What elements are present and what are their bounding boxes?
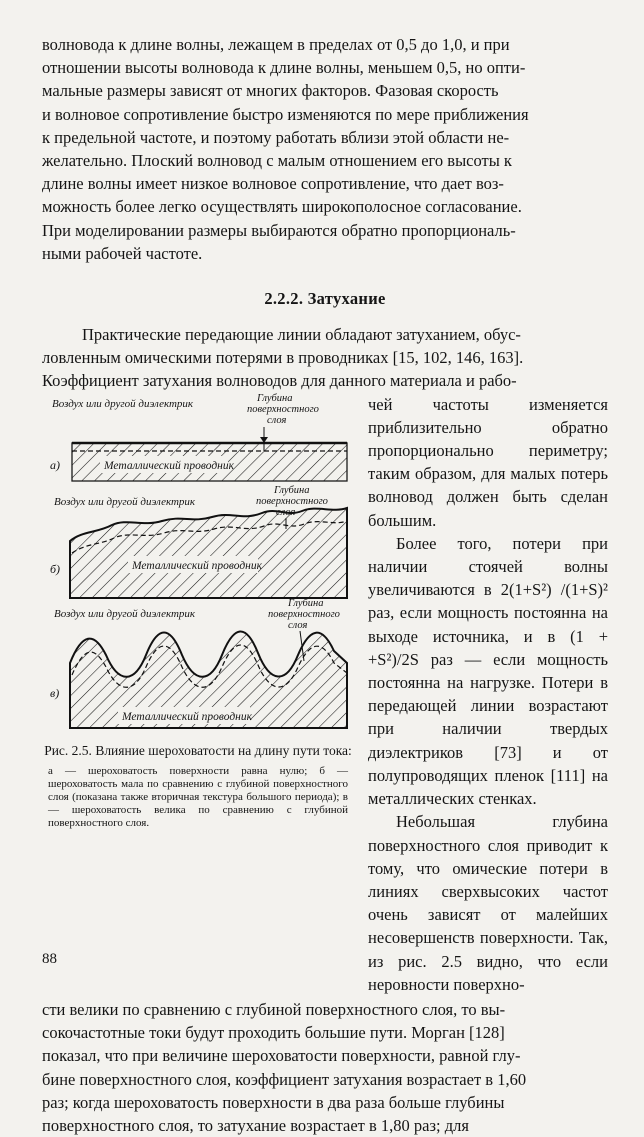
air-label: Воздух или другой диэлектрик [54, 495, 196, 508]
text-column [354, 393, 608, 996]
text-line: Практические передающие линии обладают затуханием, обус- [82, 325, 521, 345]
text-line: показал, что при величине шероховатости поверхности, равной глу- [42, 1046, 521, 1066]
panel-b [50, 485, 347, 598]
right-paragraph: чей частоты изменяется приблизительно обратно пропорционально периметру; таким образом, для малых потерь волновод должен быть сделан большим. [368, 394, 608, 530]
text-line: отношении высоты волновода к длине волны, меньшем 0,5, но опти- [42, 58, 526, 78]
panel-marker: в) [50, 685, 60, 700]
panel-marker: а) [50, 457, 60, 472]
text-line: можность более легко осуществлять широкополосное согласование. [42, 197, 522, 217]
section-heading: 2.2.2. Затухание [264, 289, 386, 309]
page-body [42, 33, 608, 1137]
air-label: Воздух или другой диэлектрик [52, 397, 194, 410]
metal-label: Металлический проводник [132, 559, 262, 572]
depth-label: поверхностного [256, 495, 328, 507]
depth-label: Глубина [257, 392, 293, 404]
text-line: длине волны имеет низкое волновое сопротивление, что дает воз- [42, 174, 504, 194]
text-line: волновода к длине волны, лежащем в пределах от 0,5 до 1,0, и при [42, 35, 510, 54]
page-number: 88 [42, 951, 57, 967]
closing-paragraph [42, 998, 608, 1137]
text-line: к предельной частоте, и поэтому работать вблизи этой области не- [42, 127, 510, 147]
roughness-figure [42, 393, 354, 738]
text-line: бине поверхностного слоя, коэффициент затухания возрастает в 1,60 [42, 1069, 527, 1089]
figure-legend: а — шероховатость поверхности равна нулю; б — шероховатость мала по сравнению с глубиной поверхностного слоя (показана также вторичная текстура большого периода); в — шероховатость велика по сравнению с глубиной поверхностного слоя. [48, 764, 348, 829]
metal-label: Металлический проводник [122, 710, 252, 723]
attenuation-paragraph [42, 323, 608, 393]
text-line: сокочастотные токи будут проходить большие пути. Морган [128] [42, 1023, 505, 1043]
depth-label: слоя [288, 619, 308, 631]
figure-and-text-row [42, 393, 608, 996]
text-line: раз; когда шероховатость поверхности в два раза больше глубины [42, 1092, 505, 1112]
depth-label: слоя [267, 414, 287, 426]
air-label: Воздух или другой диэлектрик [54, 607, 196, 620]
depth-label: Глубина [288, 597, 324, 609]
panel-marker: б) [50, 561, 61, 576]
metal-label: Металлический проводник [104, 459, 234, 472]
text-line: ловленным омическими потерями в проводниках [15, 102, 146, 163]. [42, 348, 524, 368]
text-line: желательно. Плоский волновод с малым отношением его высоты к [42, 151, 512, 171]
depth-label: поверхностного [268, 608, 340, 620]
panel-c [50, 598, 347, 728]
text-line: поверхностного слоя, то затухание возрастает в 1,80 раз; для [42, 1115, 469, 1135]
caption-label: Рис. 2.5. [44, 742, 92, 758]
depth-label: Глубина [274, 484, 310, 496]
text-line: сти велики по сравнению с глубиной поверхностного слоя, то вы- [42, 999, 506, 1019]
text-line: Коэффициент затухания волноводов для данного материала и рабо- [42, 371, 517, 391]
right-paragraph: Более того, потери при наличии стоячей волны увеличиваются в 2(1+S²) /(1+S)² раз, если мощность постоянна на выходе источника, и в (1 + +S²)/2S раз — если мощность постоянна на нагрузке. Потери в передающей линии возрастают при наличии твердых диэлектриков [73] и от полупроводящих пленок [111] на металлических стенках. [368, 533, 608, 809]
figure-column [42, 393, 354, 830]
panel-a [50, 393, 347, 481]
text-line: мальные размеры зависят от многих факторов. Фазовая скорость [42, 81, 499, 101]
metal-block [70, 508, 347, 598]
intro-paragraph [42, 33, 608, 265]
caption-text: Влияние шероховатости на длину пути тока: [95, 742, 352, 758]
text-line: При моделировании размеры выбираются обратно пропорциональ- [42, 220, 516, 240]
right-paragraph: Небольшая глубина поверхностного слоя приводит к тому, что омические потери в линиях сверхвысоких частот очень зависят от малейших несовершенств поверхности. Так, из рис. 2.5 видно, что если неровности поверхно- [368, 812, 608, 994]
text-line: и волновое сопротивление быстро изменяются по мере приближения [42, 104, 529, 124]
figure-caption [42, 742, 354, 759]
text-line: ными рабочей частоте. [42, 243, 203, 263]
depth-label: поверхностного [247, 403, 319, 415]
